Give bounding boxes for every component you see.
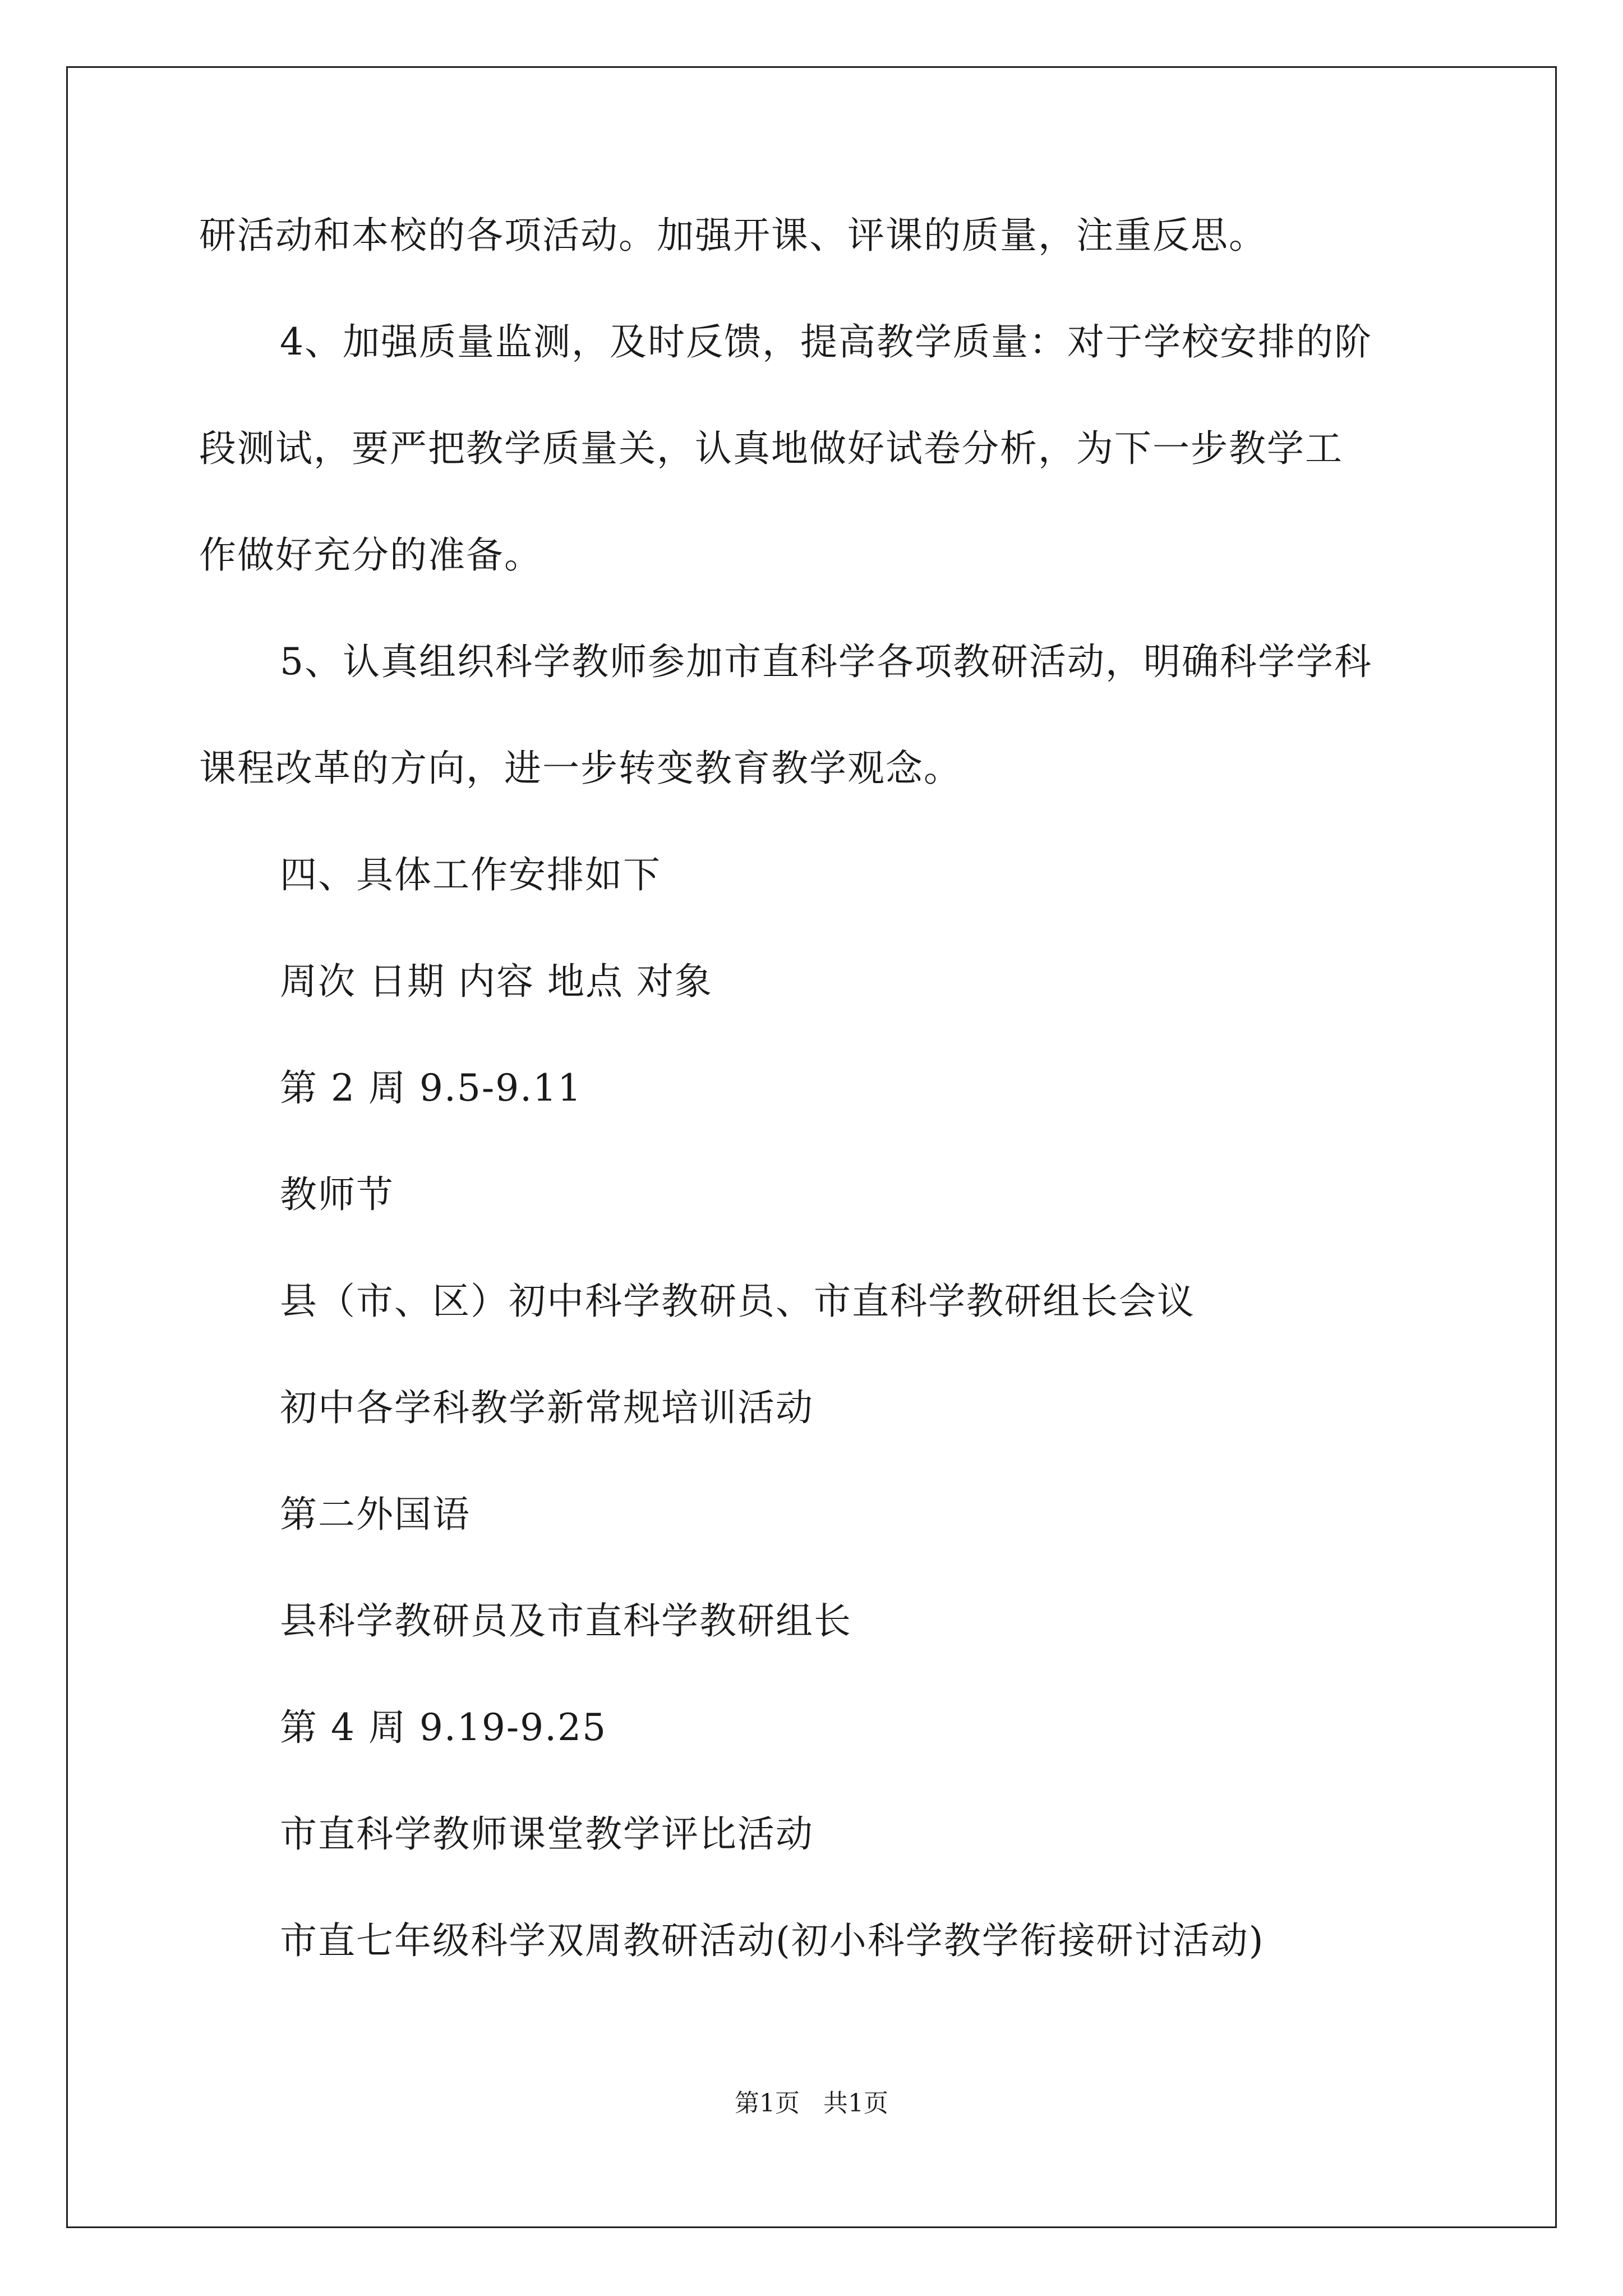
text-line: 第 2 周 9.5-9.11 <box>280 1066 583 1110</box>
text-line: 4、加强质量监测，及时反馈，提高教学质量：对于学校安排的阶 <box>280 320 1372 364</box>
text-line: 段测试，要严把教学质量关，认真地做好试卷分析，为下一步教学工 <box>199 427 1343 470</box>
text-line: 第 4 周 9.19-9.25 <box>280 1706 607 1749</box>
section-heading: 四、具体工作安排如下 <box>280 853 661 896</box>
text-line: 5、认真组织科学教师参加市直科学各项教研活动，明确科学学科 <box>280 640 1372 683</box>
page-number-footer: 第1页 共1页 <box>735 2089 888 2118</box>
text-line: 课程改革的方向，进一步转变教育教学观念。 <box>199 747 962 790</box>
text-line: 县（市、区）初中科学教研员、市直科学教研组长会议 <box>280 1280 1195 1323</box>
text-line: 教师节 <box>280 1173 394 1216</box>
text-line: 县科学教研员及市直科学教研组长 <box>280 1599 852 1642</box>
text-line: 作做好充分的准备。 <box>199 533 542 577</box>
text-line: 市直科学教师课堂教学评比活动 <box>280 1812 814 1856</box>
page-border <box>66 66 1557 2228</box>
text-line: 第二外国语 <box>280 1493 471 1536</box>
table-header-line: 周次 日期 内容 地点 对象 <box>280 960 713 1003</box>
text-line: 研活动和本校的各项活动。加强开课、评课的质量，注重反思。 <box>199 214 1267 257</box>
text-line: 初中各学科教学新常规培训活动 <box>280 1386 814 1429</box>
text-line: 市直七年级科学双周教研活动(初小科学教学衔接研讨活动) <box>280 1919 1265 1962</box>
